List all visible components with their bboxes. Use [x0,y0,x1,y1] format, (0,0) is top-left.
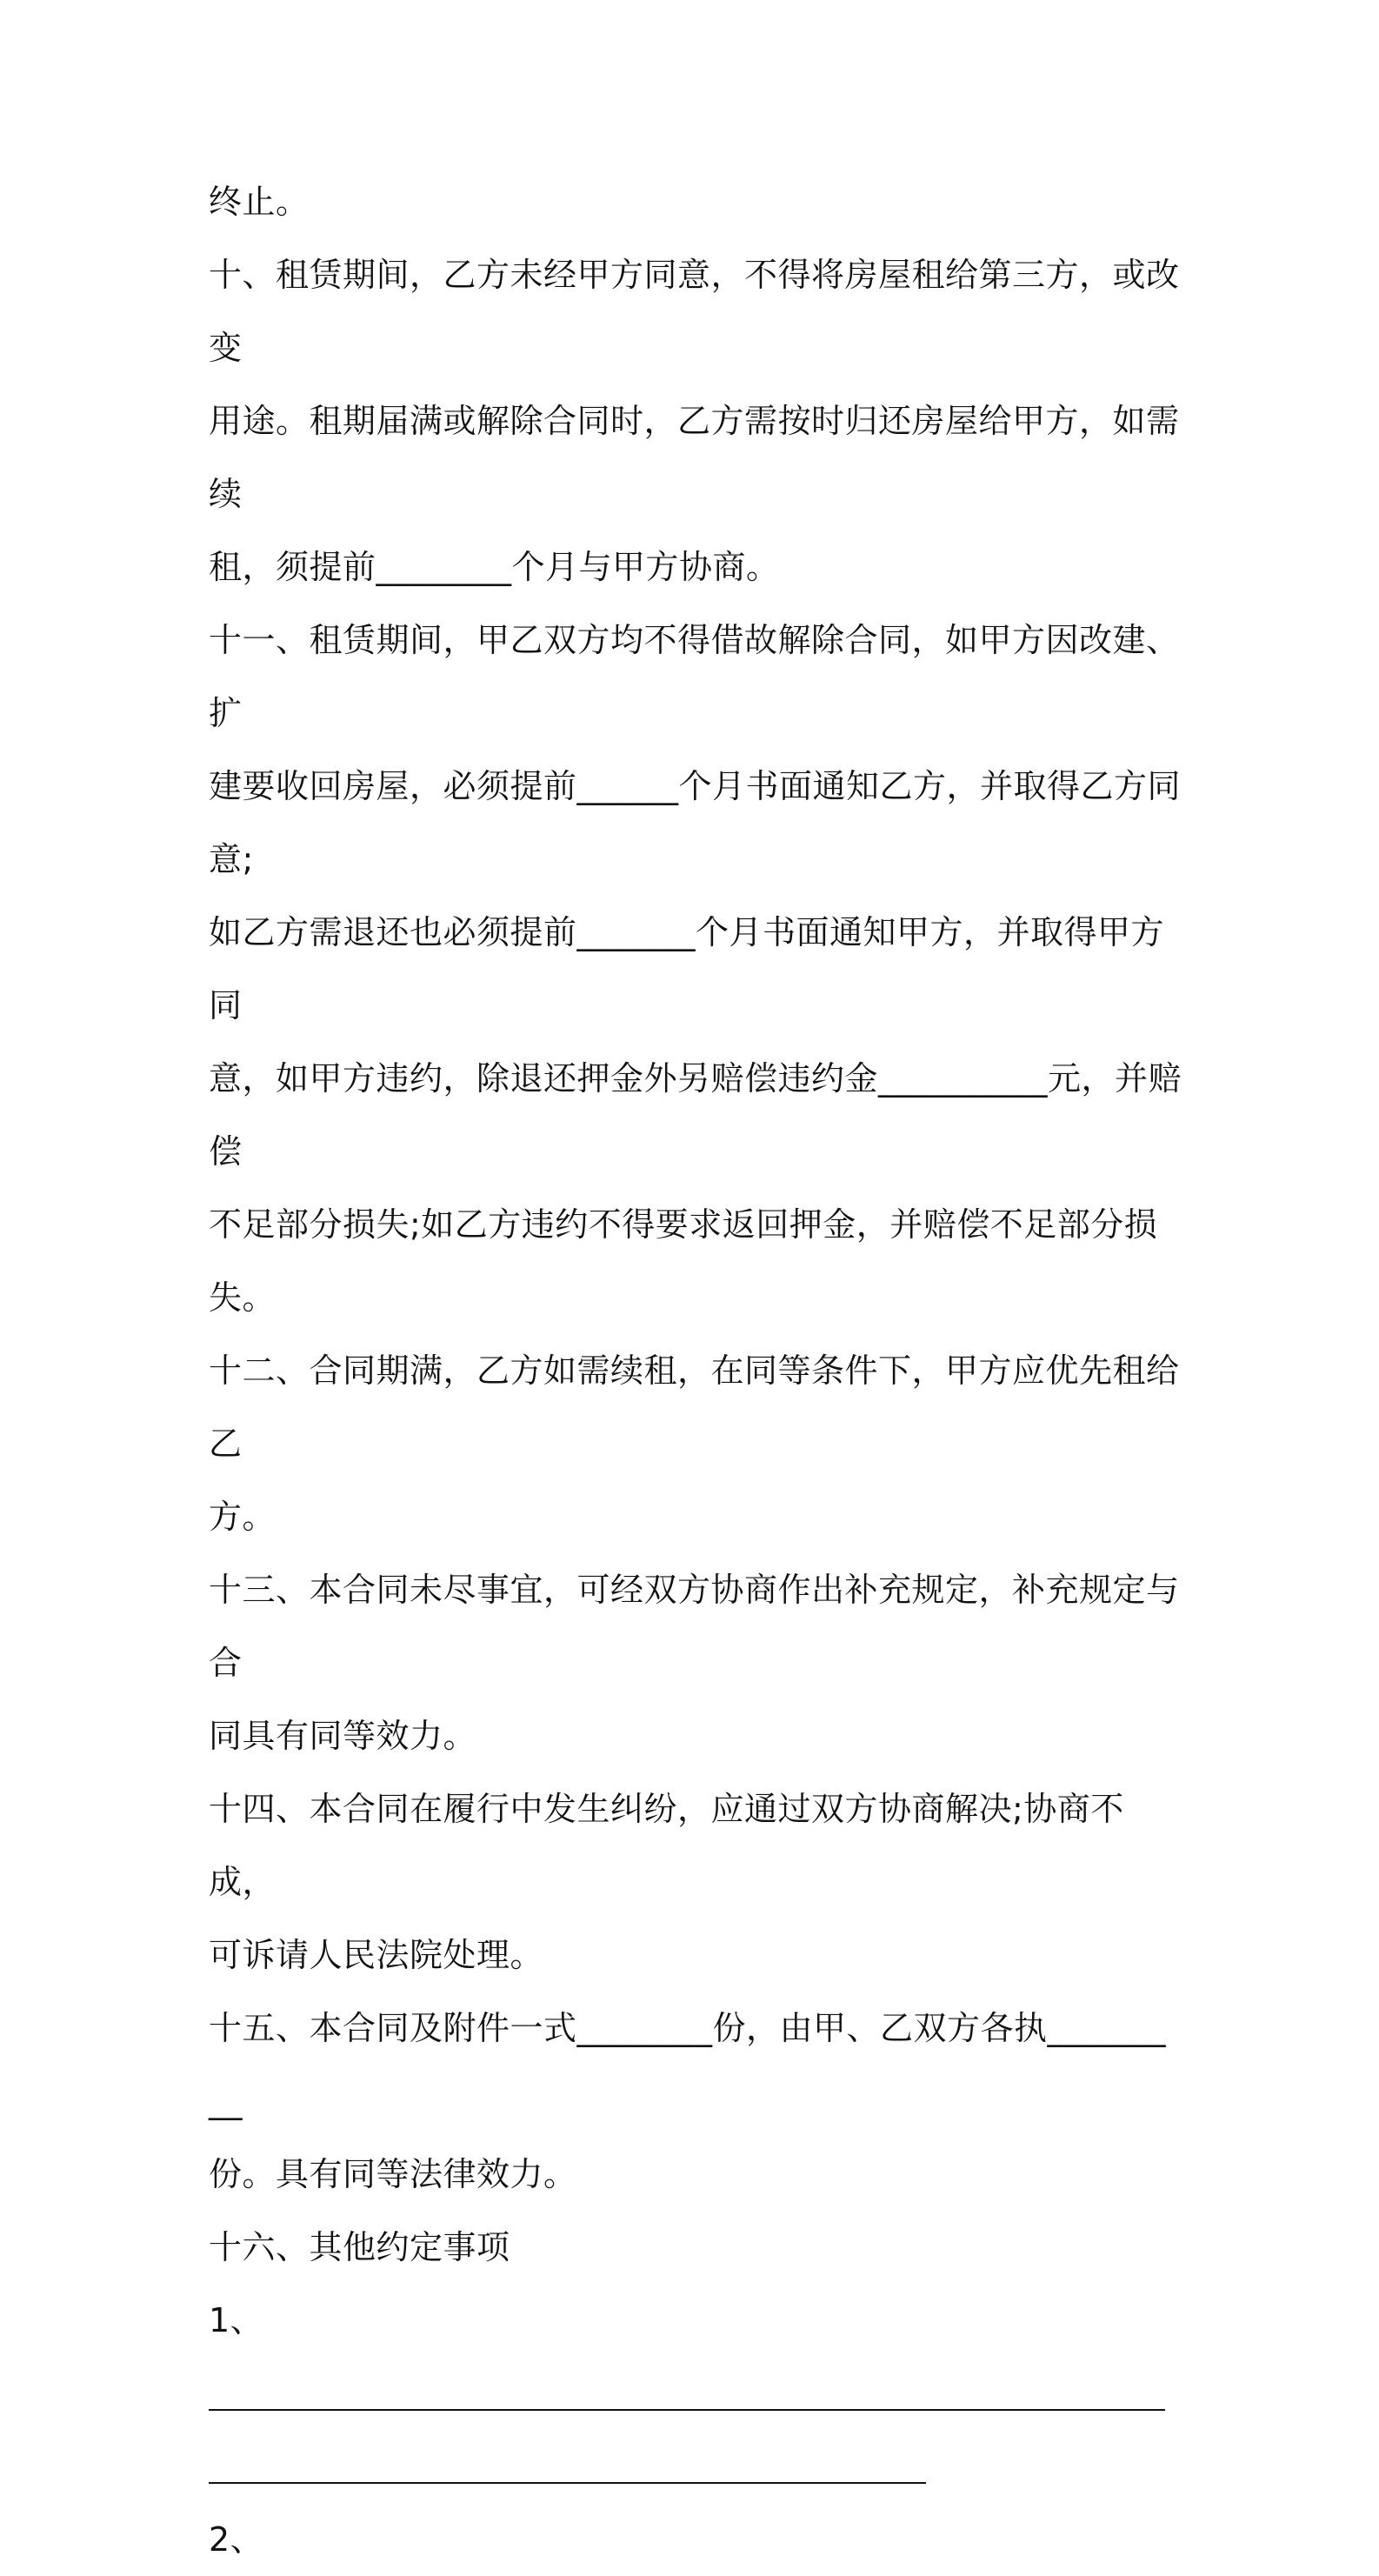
line-16: 十五、本合同及附件一式________份，由甲、乙双方各执_________ [209,2009,1167,2120]
document-page [209,165,1182,2576]
line-14: 十四、本合同在履行中发生纠纷，应通过双方协商解决;协商不成， [209,1790,1124,1901]
line-4: 租，须提前________个月与甲方协商。 [209,548,780,586]
line-19: 1、 [209,2301,264,2339]
line-3: 用途。租期届满或解除合同时，乙方需按时归还房屋给甲方，如需续 [209,402,1180,513]
blank-rule-long [209,2409,1165,2411]
line-20: 2、 [209,2520,264,2559]
line-2: 十、租赁期间，乙方未经甲方同意，不得将房屋租给第三方，或改变 [209,256,1180,367]
line-9: 不足部分损失;如乙方违约不得要求返回押金，并赔偿不足部分损失。 [209,1205,1158,1317]
line-5: 十一、租赁期间，甲乙双方均不得借故解除合同，如甲方因改建、扩 [209,621,1180,732]
blank-rule-short [209,2482,926,2484]
fill-in-line-2 [209,2430,1182,2503]
line-1: 终止。 [209,183,310,221]
line-10: 十二、合同期满，乙方如需续租，在同等条件下，甲方应优先租给乙 [209,1351,1180,1463]
line-15: 可诉请人民法院处理。 [209,1936,544,1974]
line-7: 如乙方需退还也必须提前_______个月书面通知甲方，并取得甲方同 [209,913,1165,1024]
line-11: 方。 [209,1498,276,1536]
line-13: 同具有同等效力。 [209,1717,477,1755]
line-18: 十六、其他约定事项 [209,2228,510,2266]
fill-in-line-1 [209,2357,1182,2430]
line-8: 意，如甲方违约，除退还押金外另赔偿违约金__________元，并赔偿 [209,1059,1182,1171]
line-17: 份。具有同等法律效力。 [209,2155,577,2193]
line-6: 建要收回房屋，必须提前______个月书面通知乙方，并取得乙方同意; [209,767,1182,878]
line-12: 十三、本合同未尽事宜，可经双方协商作出补充规定，补充规定与合 [209,1571,1180,1682]
